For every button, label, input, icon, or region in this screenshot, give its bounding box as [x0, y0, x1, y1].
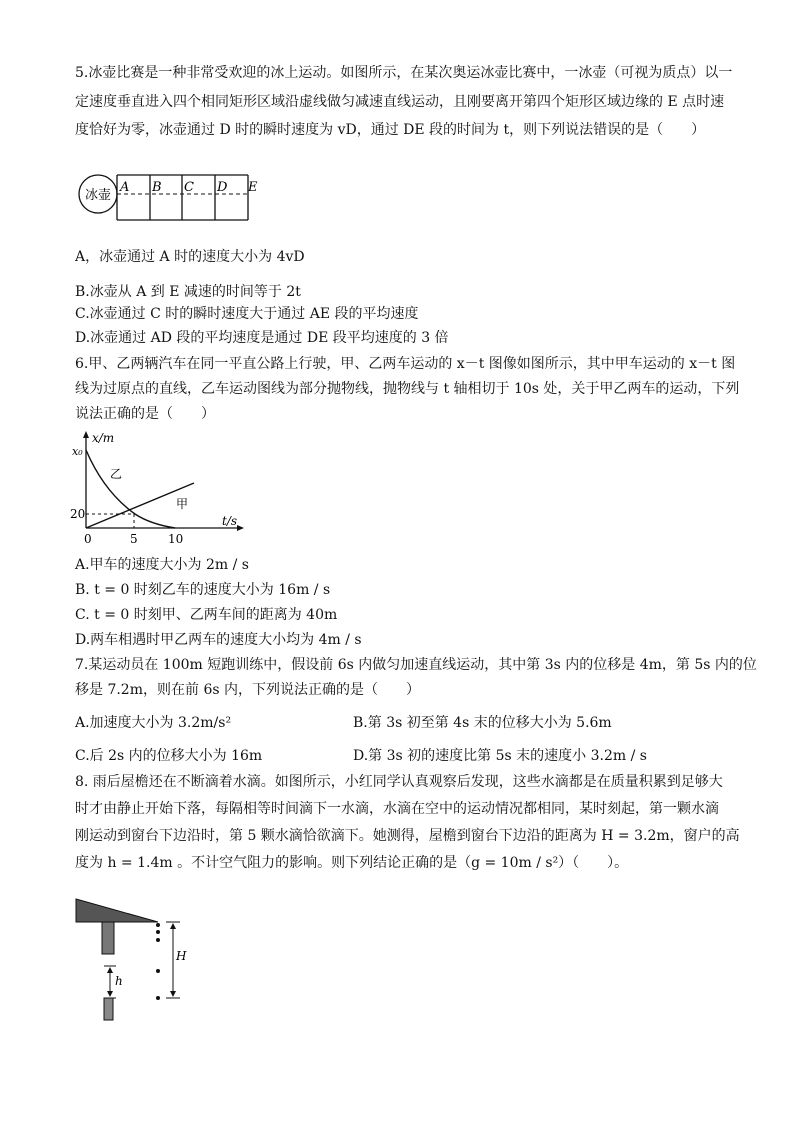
q6-option-a: A.甲车的速度大小为 2m / s	[75, 557, 249, 573]
q5-option-d: D.冰壶通过 AD 段的平均速度是通过 DE 段平均速度的 3 倍	[75, 330, 449, 346]
q8-stem-line-3: 刚运动到窗台下边沿时，第 5 颗水滴恰欲滴下。她测得，屋檐到窗台下边沿的距离为 H = 3.2m，窗户的高	[75, 828, 740, 844]
point-label-a: A	[120, 180, 130, 195]
point-label-c: C	[184, 180, 194, 195]
point-label-b: B	[152, 180, 162, 195]
curve-yi-label: 乙	[110, 467, 123, 481]
q5-stem-line-1: 5.冰壶比赛是一种非常受欢迎的冰上运动。如图所示，在某次奥运冰壶比赛中，一冰壶（可视为质点）以一	[75, 65, 733, 81]
water-drop-1	[156, 996, 160, 1000]
q7-stem-line-1: 7.某运动员在 100m 短跑训练中，假设前 6s 内做匀加速直线运动，其中第 3s 内的位移是 4m，第 5s 内的位	[75, 657, 757, 673]
q6-stem-line-3: 说法正确的是（ ）	[75, 406, 215, 422]
water-drop-4	[156, 930, 160, 934]
q7-option-d: D.第 3s 初的速度比第 5s 末的速度小 3.2m / s	[353, 748, 647, 764]
H-arrow-up	[170, 923, 176, 929]
q6-option-b: B. t = 0 时刻乙车的速度大小为 16m / s	[75, 582, 331, 598]
h-arrow-down	[107, 991, 113, 997]
q7-option-c: C.后 2s 内的位移大小为 16m	[75, 748, 263, 764]
q6-option-c: C. t = 0 时刻甲、乙两车间的距离为 40m	[75, 607, 338, 623]
q6-option-d: D.两车相遇时甲乙两车的速度大小均为 4m / s	[75, 632, 362, 648]
q7-option-b: B.第 3s 初至第 4s 末的位移大小为 5.6m	[353, 715, 612, 731]
water-drop-3	[156, 938, 160, 942]
water-drop-2	[156, 969, 160, 973]
h-arrow-up	[107, 967, 113, 973]
tick-0: 0	[84, 532, 92, 546]
eaves-figure	[74, 895, 194, 1023]
q8-stem-line-4: 度为 h = 1.4m 。不计空气阻力的影响。则下列结论正确的是（g = 10m / s²）（ ）。	[75, 855, 629, 871]
q7-stem-line-2: 移是 7.2m，则在前 6s 内，下列说法正确的是（ ）	[75, 682, 420, 698]
H-label: H	[176, 949, 187, 963]
x-axis-label: x/m	[92, 431, 115, 445]
water-drop-5	[156, 923, 160, 927]
q5-stem-line-2: 定速度垂直进入四个相同矩形区域沿虚线做匀减速直线运动，且刚要离开第四个矩形区域边缘的 E 点时速	[75, 94, 725, 110]
curve-yi	[86, 450, 175, 528]
tick-10: 10	[168, 532, 184, 546]
x0-label: x₀	[72, 445, 83, 458]
point-label-e: E	[248, 180, 258, 195]
q6-stem-line-1: 6.甲、乙两辆汽车在同一平直公路上行驶，甲、乙两车运动的 x－t 图像如图所示，其中甲车运动的 x－t 图	[75, 356, 736, 372]
curling-figure	[76, 165, 256, 225]
q8-stem-line-1: 8. 雨后屋檐还在不断滴着水滴。如图所示，小红同学认真观察后发现，这些水滴都是在质量积累到足够大	[75, 774, 723, 790]
eave-wall	[102, 922, 114, 954]
q7-option-a: A.加速度大小为 3.2m/s²	[75, 715, 232, 731]
tick-20: 20	[70, 507, 86, 521]
curling-label: 冰壶	[84, 188, 112, 203]
point-label-d: D	[217, 180, 228, 195]
line-jia-label: 甲	[176, 497, 189, 511]
q6-stem-line-2: 线为过原点的直线，乙车运动图线为部分抛物线，抛物线与 t 轴相切于 10s 处，关于甲乙两车的运动，下列	[75, 381, 740, 397]
t-axis-arrow	[237, 525, 244, 531]
q5-stem-line-3: 度恰好为零，冰壶通过 D 时的瞬时速度为 vD，通过 DE 段的时间为 t，则下列说法错误的是（ ）	[75, 122, 706, 138]
h-label: h	[115, 974, 123, 988]
eave-roof	[76, 899, 158, 922]
t-axis-label: t/s	[222, 514, 238, 528]
q8-stem-line-2: 时才由静止开始下落，每隔相等时间滴下一水滴，水滴在空中的运动情况都相同，某时刻起，第一颗水滴	[75, 801, 719, 817]
H-arrow-down	[170, 991, 176, 997]
x-axis-arrow	[83, 431, 89, 438]
tick-5: 5	[130, 532, 138, 546]
q5-option-c: C.冰壶通过 C 时的瞬时速度大于通过 AE 段的平均速度	[75, 306, 419, 322]
window-sill	[104, 998, 113, 1020]
x-t-graph	[72, 428, 252, 546]
q5-option-a: A，冰壶通过 A 时的速度大小为 4vD	[75, 249, 305, 265]
q5-option-b: B.冰壶从 A 到 E 减速的时间等于 2t	[75, 284, 301, 300]
